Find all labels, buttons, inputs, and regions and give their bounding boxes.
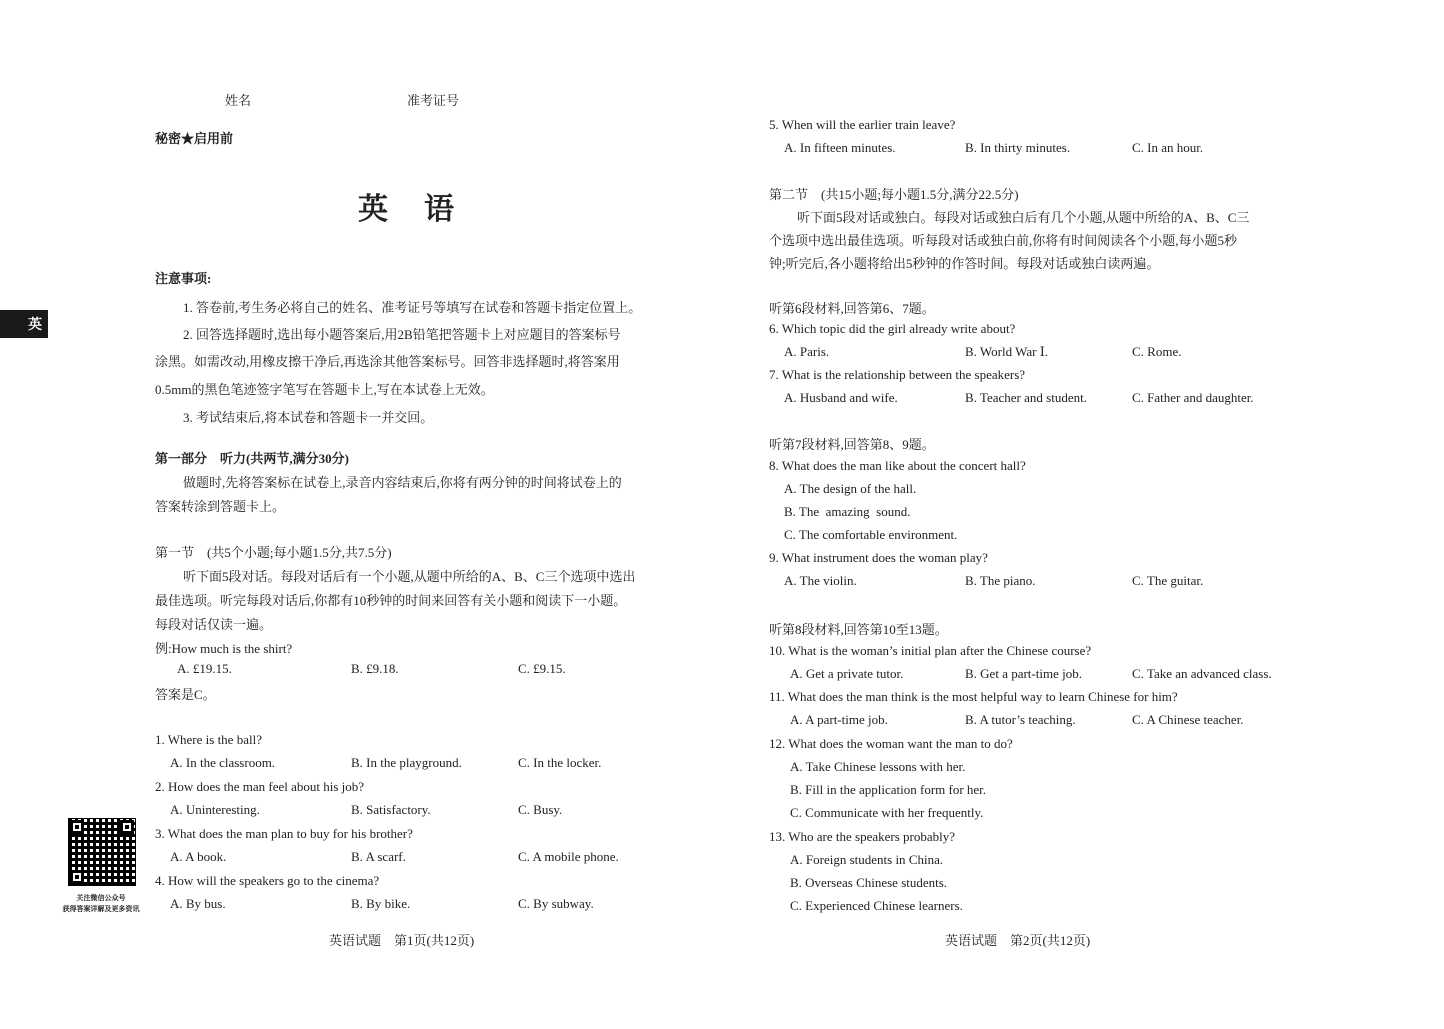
q8-option-a: A. The design of the hall. [784, 481, 917, 496]
q9-option-b: B. The piano. [965, 573, 1036, 588]
q4-option-b: B. By bike. [351, 896, 411, 911]
q12-option-b: B. Fill in the application form for her. [790, 782, 987, 797]
q2-option-b: B. Satisfactory. [351, 802, 431, 817]
q11-option-b: B. A tutor’s teaching. [965, 712, 1076, 727]
example-option-a: A. £19.15. [177, 661, 232, 676]
q5-option-c: C. In an hour. [1132, 140, 1204, 155]
section2-intro-line3: 钟;听完后,各小题将给出5秒钟的作答时间。每段对话或独白读两遍。 [769, 256, 1160, 271]
notice-item-3: 3. 考试结束后,将本试卷和答题卡一并交回。 [183, 410, 434, 425]
q7-option-a: A. Husband and wife. [784, 390, 898, 405]
question-3: 3. What does the man plan to buy for his brother? [155, 826, 413, 841]
part1-heading: 第一部分 听力(共两节,满分30分) [155, 451, 349, 466]
question-5: 5. When will the earlier train leave? [769, 117, 956, 132]
question-12: 12. What does the woman want the man to do? [769, 736, 1013, 751]
section1-intro-line1: 听下面5段对话。每段对话后有一个小题,从题中所给的A、B、C三个选项中选出 [183, 569, 636, 584]
q1-option-b: B. In the playground. [351, 755, 462, 770]
question-8: 8. What does the man like about the concert hall? [769, 458, 1026, 473]
notice-item-2-line1: 2. 回答选择题时,选出每小题答案后,用2B铅笔把答题卡上对应题目的答案标号 [183, 327, 621, 342]
q12-option-c: C. Communicate with her frequently. [790, 805, 984, 820]
part1-intro-line1: 做题时,先将答案标在试卷上,录音内容结束后,你将有两分钟的时间将试卷上的 [183, 475, 622, 490]
question-13: 13. Who are the speakers probably? [769, 829, 956, 844]
notice-item-2-line3: 0.5mm的黑色笔迹签字笔写在答题卡上,写在本试卷上无效。 [155, 382, 494, 397]
q6-option-c: C. Rome. [1132, 344, 1182, 359]
q8-option-c: C. The comfortable environment. [784, 527, 958, 542]
example-option-c: C. £9.15. [518, 661, 566, 676]
material-7-heading: 听第7段材料,回答第8、9题。 [769, 437, 935, 452]
subject-tab: 英 [0, 310, 48, 338]
qr-caption-line2: 获得答案详解及更多资讯 [62, 905, 140, 913]
q13-option-c: C. Experienced Chinese learners. [790, 898, 963, 913]
q1-option-c: C. In the locker. [518, 755, 602, 770]
notice-item-1: 1. 答卷前,考生务必将自己的姓名、准考证号等填写在试卷和答题卡指定位置上。 [183, 300, 642, 315]
q3-option-b: B. A scarf. [351, 849, 406, 864]
question-1: 1. Where is the ball? [155, 732, 262, 747]
footer-page-2: 英语试题 第2页(共12页) [945, 933, 1091, 948]
example-answer: 答案是C。 [155, 687, 216, 702]
material-8-heading: 听第8段材料,回答第10至13题。 [769, 622, 948, 637]
q2-option-c: C. Busy. [518, 802, 563, 817]
q13-option-b: B. Overseas Chinese students. [790, 875, 948, 890]
q10-option-a: A. Get a private tutor. [790, 666, 904, 681]
question-2: 2. How does the man feel about his job? [155, 779, 365, 794]
section2-intro-line2: 个选项中选出最佳选项。听每段对话或独白前,你将有时间阅读各个小题,每小题5秒 [769, 233, 1238, 248]
q6-option-b: B. World War Ⅰ. [965, 344, 1049, 359]
question-11: 11. What does the man think is the most helpful way to learn Chinese for him? [769, 689, 1178, 704]
question-10: 10. What is the woman’s initial plan after the Chinese course? [769, 643, 1092, 658]
q4-option-a: A. By bus. [170, 896, 226, 911]
q9-option-c: C. The guitar. [1132, 573, 1204, 588]
q10-option-c: C. Take an advanced class. [1132, 666, 1272, 681]
material-6-heading: 听第6段材料,回答第6、7题。 [769, 301, 935, 316]
footer-page-1: 英语试题 第1页(共12页) [329, 933, 475, 948]
section1-intro-line2: 最佳选项。听完每段对话后,你都有10秒钟的时间来回答有关小题和阅读下一小题。 [155, 593, 627, 608]
q3-option-a: A. A book. [170, 849, 227, 864]
q7-option-c: C. Father and daughter. [1132, 390, 1254, 405]
q1-option-a: A. In the classroom. [170, 755, 276, 770]
q6-option-a: A. Paris. [784, 344, 830, 359]
secret-mark: 秘密★启用前 [155, 131, 234, 146]
example-question: 例:How much is the shirt? [155, 641, 293, 656]
q2-option-a: A. Uninteresting. [170, 802, 260, 817]
section1-heading: 第一节 (共5个小题;每小题1.5分,共7.5分) [155, 545, 392, 560]
notice-heading: 注意事项: [155, 271, 212, 286]
q5-option-a: A. In fifteen minutes. [784, 140, 896, 155]
q4-option-c: C. By subway. [518, 896, 594, 911]
name-label: 姓名 [225, 93, 252, 108]
question-6: 6. Which topic did the girl already write about? [769, 321, 1016, 336]
question-7: 7. What is the relationship between the speakers? [769, 367, 1026, 382]
qr-caption-line1: 关注微信公众号 [76, 894, 126, 902]
section2-intro-line1: 听下面5段对话或独白。每段对话或独白后有几个小题,从题中所给的A、B、C三 [797, 210, 1250, 225]
q8-option-b: B. The amazing sound. [784, 504, 911, 519]
q3-option-c: C. A mobile phone. [518, 849, 619, 864]
example-option-b: B. £9.18. [351, 661, 399, 676]
q7-option-b: B. Teacher and student. [965, 390, 1087, 405]
section2-heading: 第二节 (共15小题;每小题1.5分,满分22.5分) [769, 187, 1019, 202]
q5-option-b: B. In thirty minutes. [965, 140, 1071, 155]
page-title: 英语 [358, 193, 490, 226]
exam-id-label: 准考证号 [407, 93, 460, 108]
q12-option-a: A. Take Chinese lessons with her. [790, 759, 966, 774]
qr-code-icon [68, 818, 136, 886]
q11-option-c: C. A Chinese teacher. [1132, 712, 1244, 727]
part1-intro-line2: 答案转涂到答题卡上。 [155, 499, 286, 514]
question-4: 4. How will the speakers go to the cinema? [155, 873, 380, 888]
notice-item-2-line2: 涂黑。如需改动,用橡皮擦干净后,再选涂其他答案标号。回答非选择题时,将答案用 [155, 354, 620, 369]
q13-option-a: A. Foreign students in China. [790, 852, 944, 867]
q9-option-a: A. The violin. [784, 573, 857, 588]
question-9: 9. What instrument does the woman play? [769, 550, 988, 565]
q11-option-a: A. A part-time job. [790, 712, 888, 727]
q10-option-b: B. Get a part-time job. [965, 666, 1082, 681]
section1-intro-line3: 每段对话仅读一遍。 [155, 617, 273, 632]
